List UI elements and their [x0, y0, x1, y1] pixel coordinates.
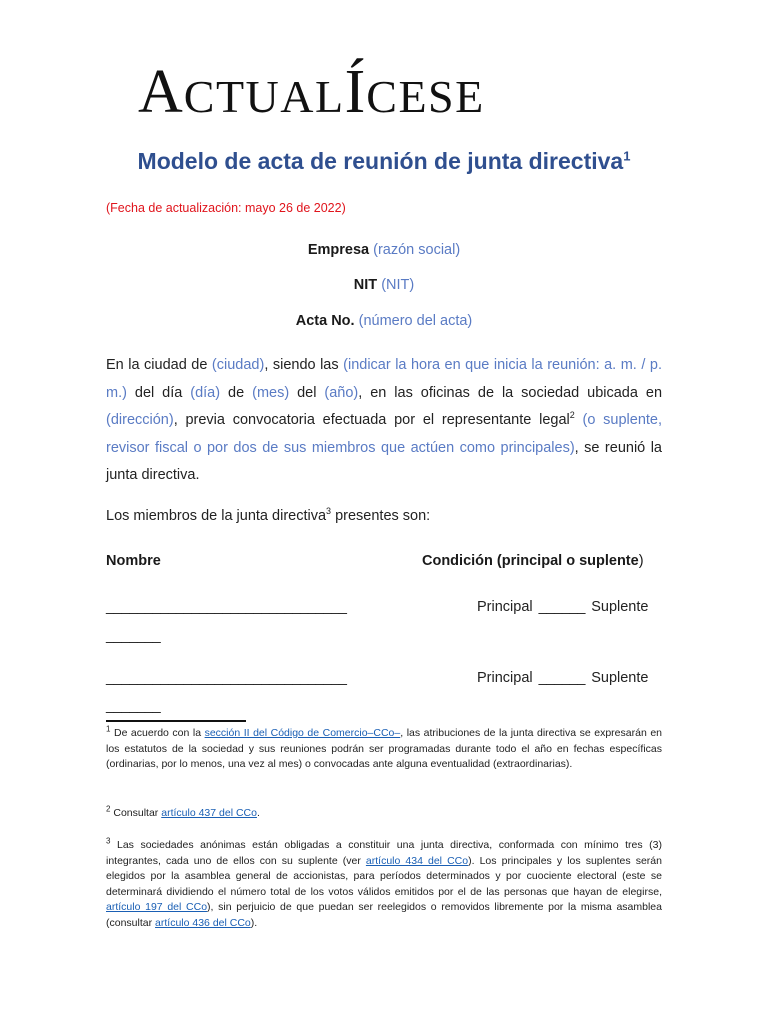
year-placeholder: (año) [324, 384, 359, 401]
logo-letter: A [138, 58, 184, 126]
city-placeholder: (ciudad) [211, 357, 265, 373]
suplente-label: Suplente [591, 599, 649, 615]
meeting-paragraph [106, 352, 662, 490]
footnote-ref-1[interactable]: 1 [623, 148, 631, 164]
body-text: , previa convocatoria efectuada por el representante legal [173, 412, 570, 428]
suplente-blank[interactable]: _______ [106, 628, 161, 644]
minutes-number-field [0, 313, 768, 329]
articulo-437-link[interactable]: artículo 437 del CCo [161, 807, 257, 819]
logo-letters: CTUAL [183, 71, 345, 122]
body-text: de [220, 384, 253, 401]
articulo-434-link[interactable]: artículo 434 del CCo [365, 854, 469, 867]
member-name-line[interactable]: _______________________________ [106, 599, 347, 615]
suplente-blank[interactable]: _______ [106, 698, 161, 714]
logo-letter: Í [344, 58, 367, 126]
condition-header-text: Condición (principal o suplente [422, 553, 639, 569]
footnote-ref-3[interactable]: 3 [326, 506, 332, 517]
codigo-comercio-link[interactable]: sección II del Código de Comercio–CCo– [204, 727, 401, 739]
footnote-text: De acuerdo con la [110, 727, 205, 739]
principal-blank[interactable]: ______ [538, 670, 586, 686]
footnote-text: ). Los principales y los suplentes serán elegidos por la asamblea general de accionistas, para períodos determinados y por cuociente electoral (este se determinará dividiendo el número total de los votos válidos emitidos por el de las personas que hayan de elegirse, [106, 854, 662, 898]
member-condition [477, 670, 648, 686]
footnote-text: Las sociedades anónimas están obligadas a constituir una junta directiva, conformada con mínimo tres (3) integrantes, cada uno de ellos con su suplente (ver [106, 839, 662, 867]
body-text [575, 412, 583, 428]
principal-blank[interactable]: ______ [538, 599, 586, 615]
footnote-number: 3 [106, 836, 111, 846]
document-title [0, 148, 768, 175]
members-text: presentes son: [331, 508, 431, 524]
name-column-header: Nombre [106, 553, 161, 569]
logo-letters: CESE [366, 71, 485, 122]
actualicese-logo [138, 60, 485, 129]
members-text: Los miembros de la junta directiva [106, 508, 327, 524]
nit-field [0, 277, 768, 293]
body-text: , se reunió la junta directiva. [106, 439, 662, 483]
footnote-text: , las atribuciones de la junta directiva se expresarán en los estatutos de la sociedad y sus reuniones podrán ser programadas durante todo el año en fechas específicas (ordinarias, por lo menos, una vez al mes) o convocadas ante alguna eventualidad (extraordinarias). [106, 727, 662, 770]
members-intro [106, 508, 430, 524]
body-text: , en las oficinas de la sociedad ubicada en [358, 384, 663, 401]
footnote-number: 2 [106, 804, 111, 814]
title-text: Modelo de acta de reunión de junta directiva [137, 148, 624, 174]
footnote-number: 1 [106, 724, 111, 734]
minutes-number-placeholder: (número del acta) [358, 313, 473, 329]
articulo-436-link[interactable]: artículo 436 del CCo [155, 916, 251, 929]
body-text: del día [126, 384, 191, 401]
body-text: En la ciudad de [106, 357, 212, 373]
time-placeholder: (indicar la hora en que inicia la reunión: a. m. / p. m.) [106, 357, 662, 401]
company-placeholder: (razón social) [373, 242, 461, 258]
member-condition [477, 599, 648, 615]
company-field [0, 242, 768, 258]
footnote-separator [106, 720, 246, 722]
condition-column-header [422, 553, 644, 569]
body-text: , siendo las [264, 357, 344, 373]
address-placeholder: (dirección) [106, 412, 174, 428]
footnote-text: ). [250, 916, 258, 929]
member-name-line[interactable]: _______________________________ [106, 670, 347, 686]
footnote-2 [106, 806, 662, 822]
principal-label: Principal [477, 599, 533, 615]
condition-header-paren: ) [638, 553, 644, 569]
footnote-1 [106, 726, 662, 773]
articulo-197-link[interactable]: artículo 197 del CCo [106, 901, 208, 913]
convener-placeholder: (o suplente, revisor fiscal o por dos de sus miembros que actúen como principales) [106, 412, 663, 456]
update-date: (Fecha de actualización: mayo 26 de 2022) [106, 201, 346, 215]
company-label: Empresa [307, 242, 370, 258]
nit-placeholder: (NIT) [381, 277, 415, 293]
day-placeholder: (día) [190, 384, 221, 401]
body-text: del [289, 384, 325, 401]
principal-label: Principal [477, 670, 533, 686]
suplente-label: Suplente [591, 670, 649, 686]
footnote-3 [106, 838, 662, 931]
footnote-text: Consultar [110, 807, 162, 819]
footnote-ref-2[interactable]: 2 [569, 410, 575, 421]
month-placeholder: (mes) [252, 384, 290, 401]
nit-label: NIT [353, 277, 378, 293]
minutes-number-label: Acta No. [295, 313, 355, 329]
footnote-text: ), sin perjuicio de que puedan ser reelegidos o removidos libremente por la misma asamblea (consultar [106, 901, 662, 929]
footnote-text: . [256, 807, 260, 819]
